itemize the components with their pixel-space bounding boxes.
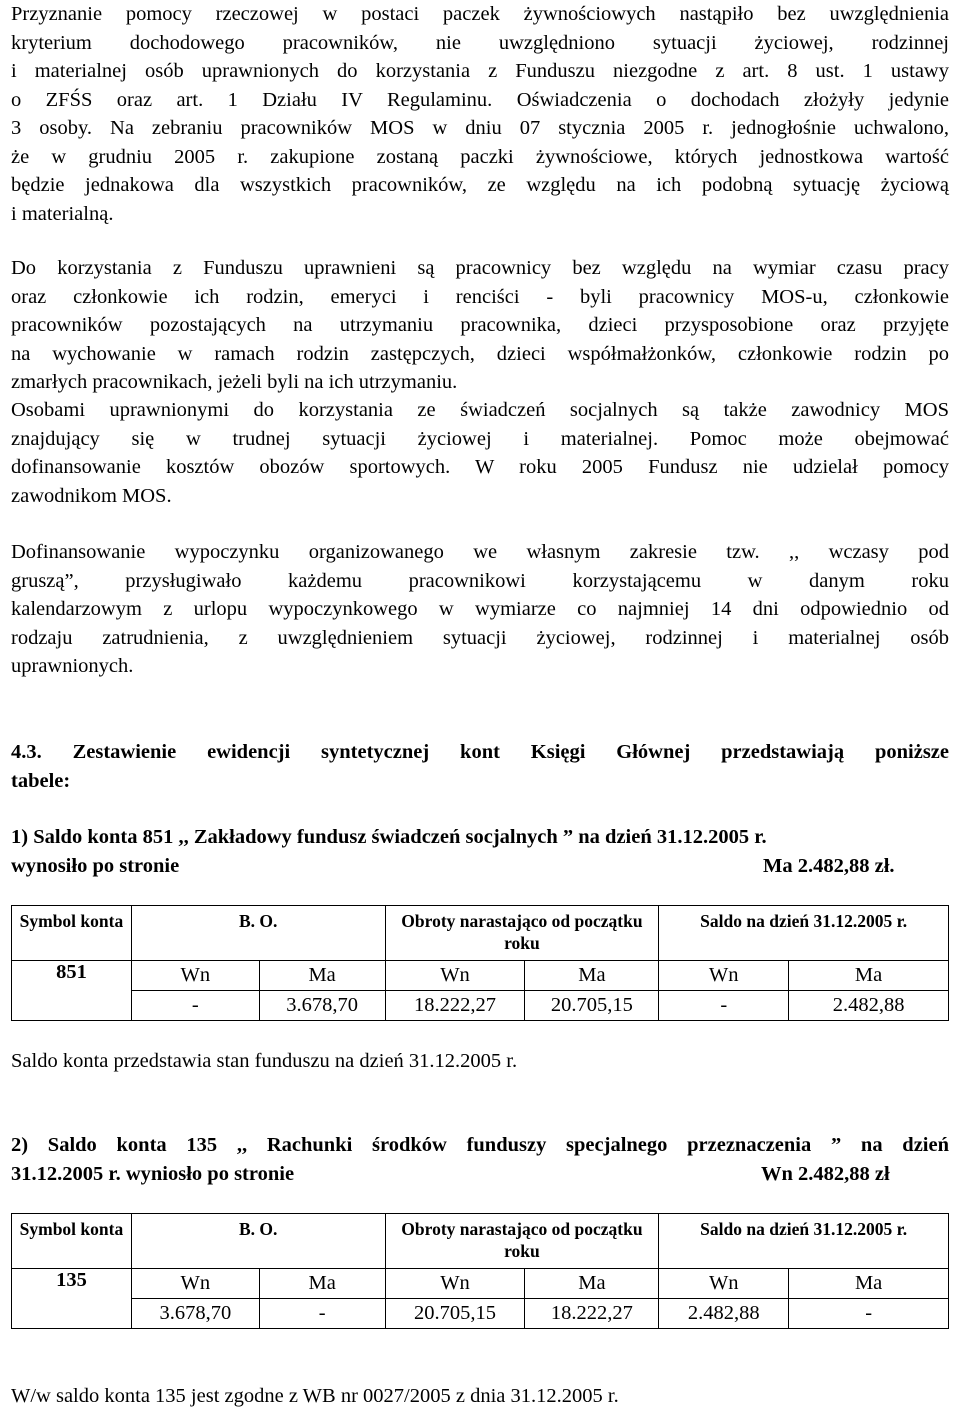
header-bo: B. O. <box>131 906 385 961</box>
text-line: Przyznanie pomocy rzeczowej w postaci paczek żywnościowych nastąpiło bez uwzględnienia <box>11 3 949 25</box>
text-line: będzie jednakowa dla wszystkich pracowników, ze względu na ich podobną sytuację życiową <box>11 174 949 196</box>
paragraph-athletes <box>11 396 949 510</box>
side-label: Wn <box>131 961 259 991</box>
table-cell: 3.678,70 <box>259 991 385 1021</box>
heading-line: tabele: <box>11 769 71 792</box>
text-line: uprawnionych. <box>11 655 134 677</box>
side-label: Ma <box>789 961 949 991</box>
paragraph-eligible-persons <box>11 254 949 397</box>
table-cell: - <box>259 1299 385 1329</box>
side-label: Ma <box>525 961 659 991</box>
table-cell: 20.705,15 <box>525 991 659 1021</box>
table-cell: - <box>789 1299 949 1329</box>
table-cell: 2.482,88 <box>789 991 949 1021</box>
heading-line <box>11 852 949 881</box>
note-135 <box>11 1382 949 1411</box>
text-line: Do korzystania z Funduszu uprawnieni są pracownicy bez względu na wymiar czasu pracy <box>11 257 949 279</box>
text-line: zawodnikom MOS. <box>11 484 172 507</box>
side-label: Wn <box>385 961 525 991</box>
heading-line: 2) Saldo konta 135 ,, Rachunki środków funduszy specjalnego przeznaczenia ” na dzień <box>11 1134 949 1156</box>
paragraph-food-parcels <box>11 0 949 228</box>
text-line: W/w saldo konta 135 jest zgodne z WB nr 0027/2005 z dnia 31.12.2005 r. <box>11 1385 619 1407</box>
table-cell: 18.222,27 <box>385 991 525 1021</box>
header-symbol: Symbol konta <box>12 906 132 961</box>
header-obroty: Obroty narastająco od początku roku <box>385 1214 659 1269</box>
side-label: Wn <box>385 1269 525 1299</box>
note-851 <box>11 1047 949 1076</box>
paragraph-holiday-funding <box>11 538 949 681</box>
section-heading <box>11 738 949 795</box>
table-account-851 <box>11 905 949 1021</box>
heading-line: 1) Saldo konta 851 ,, Zakładowy fundusz świadczeń socjalnych ” na dzień 31.12.2005 r. <box>11 826 767 848</box>
account-number: 851 <box>12 961 132 1021</box>
heading-line: 4.3. Zestawienie ewidencji syntetycznej kont Księgi Głównej przedstawiają poniższe <box>11 741 949 763</box>
side-label: Ma <box>525 1269 659 1299</box>
text-line: że w grudniu 2005 r. zakupione zostaną paczki żywnościowe, których jednostkowa wartość <box>11 145 949 168</box>
side-label: Wn <box>659 961 789 991</box>
header-bo: B. O. <box>131 1214 385 1269</box>
text-line: gruszą”, przysługiwało każdemu pracownikowi korzystającemu w danym roku <box>11 569 949 592</box>
text-line: oraz członkowie ich rodzin, emeryci i renciści - byli pracownicy MOS-u, członkowie <box>11 285 949 308</box>
table-cell: 3.678,70 <box>131 1299 259 1329</box>
text-line: Osobami uprawnionymi do korzystania ze świadczeń socjalnych są także zawodnicy MOS <box>11 399 949 421</box>
side-label: Ma <box>259 1269 385 1299</box>
text-line: Saldo konta przedstawia stan funduszu na dzień 31.12.2005 r. <box>11 1050 518 1072</box>
text-line: o ZFŚS oraz art. 1 Działu IV Regulaminu. Oświadczenia o dochodach złożyły jedynie <box>11 88 949 111</box>
account-851-heading <box>11 823 949 880</box>
side-label: Ma <box>259 961 385 991</box>
text-line: pracowników pozostających na utrzymaniu pracownika, dzieci przysposobione oraz przyjęte <box>11 314 949 336</box>
table-cell: 20.705,15 <box>385 1299 525 1329</box>
heading-line <box>11 1160 949 1189</box>
side-label: Wn <box>131 1269 259 1299</box>
balance-value: Ma 2.482,88 zł. <box>763 854 895 877</box>
side-label: Wn <box>659 1269 789 1299</box>
table-account-135 <box>11 1213 949 1329</box>
text-line: 3 osoby. Na zebraniu pracowników MOS w dniu 07 stycznia 2005 r. jednogłośnie uchwalono, <box>11 117 949 139</box>
table-cell: - <box>131 991 259 1021</box>
text-line: znajdujący się w trudnej sytuacji życiowej i materialnej. Pomoc może obejmować <box>11 427 949 450</box>
table-cell: 18.222,27 <box>525 1299 659 1329</box>
text-line: kalendarzowym z urlopu wypoczynkowego w wymiarze co najmniej 14 dni odpowiednio od <box>11 598 949 620</box>
side-label: wynosiło po stronie <box>11 854 180 877</box>
text-line: zmarłych pracownikach, jeżeli byli na ich utrzymaniu. <box>11 371 458 393</box>
account-135-heading <box>11 1131 949 1188</box>
balance-value: Wn 2.482,88 zł <box>761 1162 890 1185</box>
table-cell: 2.482,88 <box>659 1299 789 1329</box>
text-line: Dofinansowanie wypoczynku organizowanego we własnym zakresie tzw. ,, wczasy pod <box>11 541 949 563</box>
text-line: i materialną. <box>11 202 114 225</box>
header-obroty: Obroty narastająco od początku roku <box>385 906 659 961</box>
table-cell: - <box>659 991 789 1021</box>
text-line: dofinansowanie kosztów obozów sportowych. W roku 2005 Fundusz nie udzielał pomocy <box>11 456 949 478</box>
text-line: i materialnej osób uprawnionych do korzystania z Funduszu niezgodne z art. 8 ust. 1 ustawy <box>11 60 949 82</box>
header-saldo: Saldo na dzień 31.12.2005 r. <box>659 1214 949 1269</box>
header-symbol: Symbol konta <box>12 1214 132 1269</box>
text-line: rodzaju zatrudnienia, z uwzględnieniem sytuacji życiowej, rodzinnej i materialnej osób <box>11 626 949 649</box>
side-label: Ma <box>789 1269 949 1299</box>
side-label: 31.12.2005 r. wyniosło po stronie <box>11 1162 295 1185</box>
account-number: 135 <box>12 1269 132 1329</box>
header-saldo: Saldo na dzień 31.12.2005 r. <box>659 906 949 961</box>
text-line: na wychowanie w ramach rodzin zastępczych, dzieci współmałżonków, członkowie rodzin po <box>11 342 949 365</box>
text-line: kryterium dochodowego pracowników, nie uwzględniono sytuacji życiowej, rodzinnej <box>11 31 949 54</box>
